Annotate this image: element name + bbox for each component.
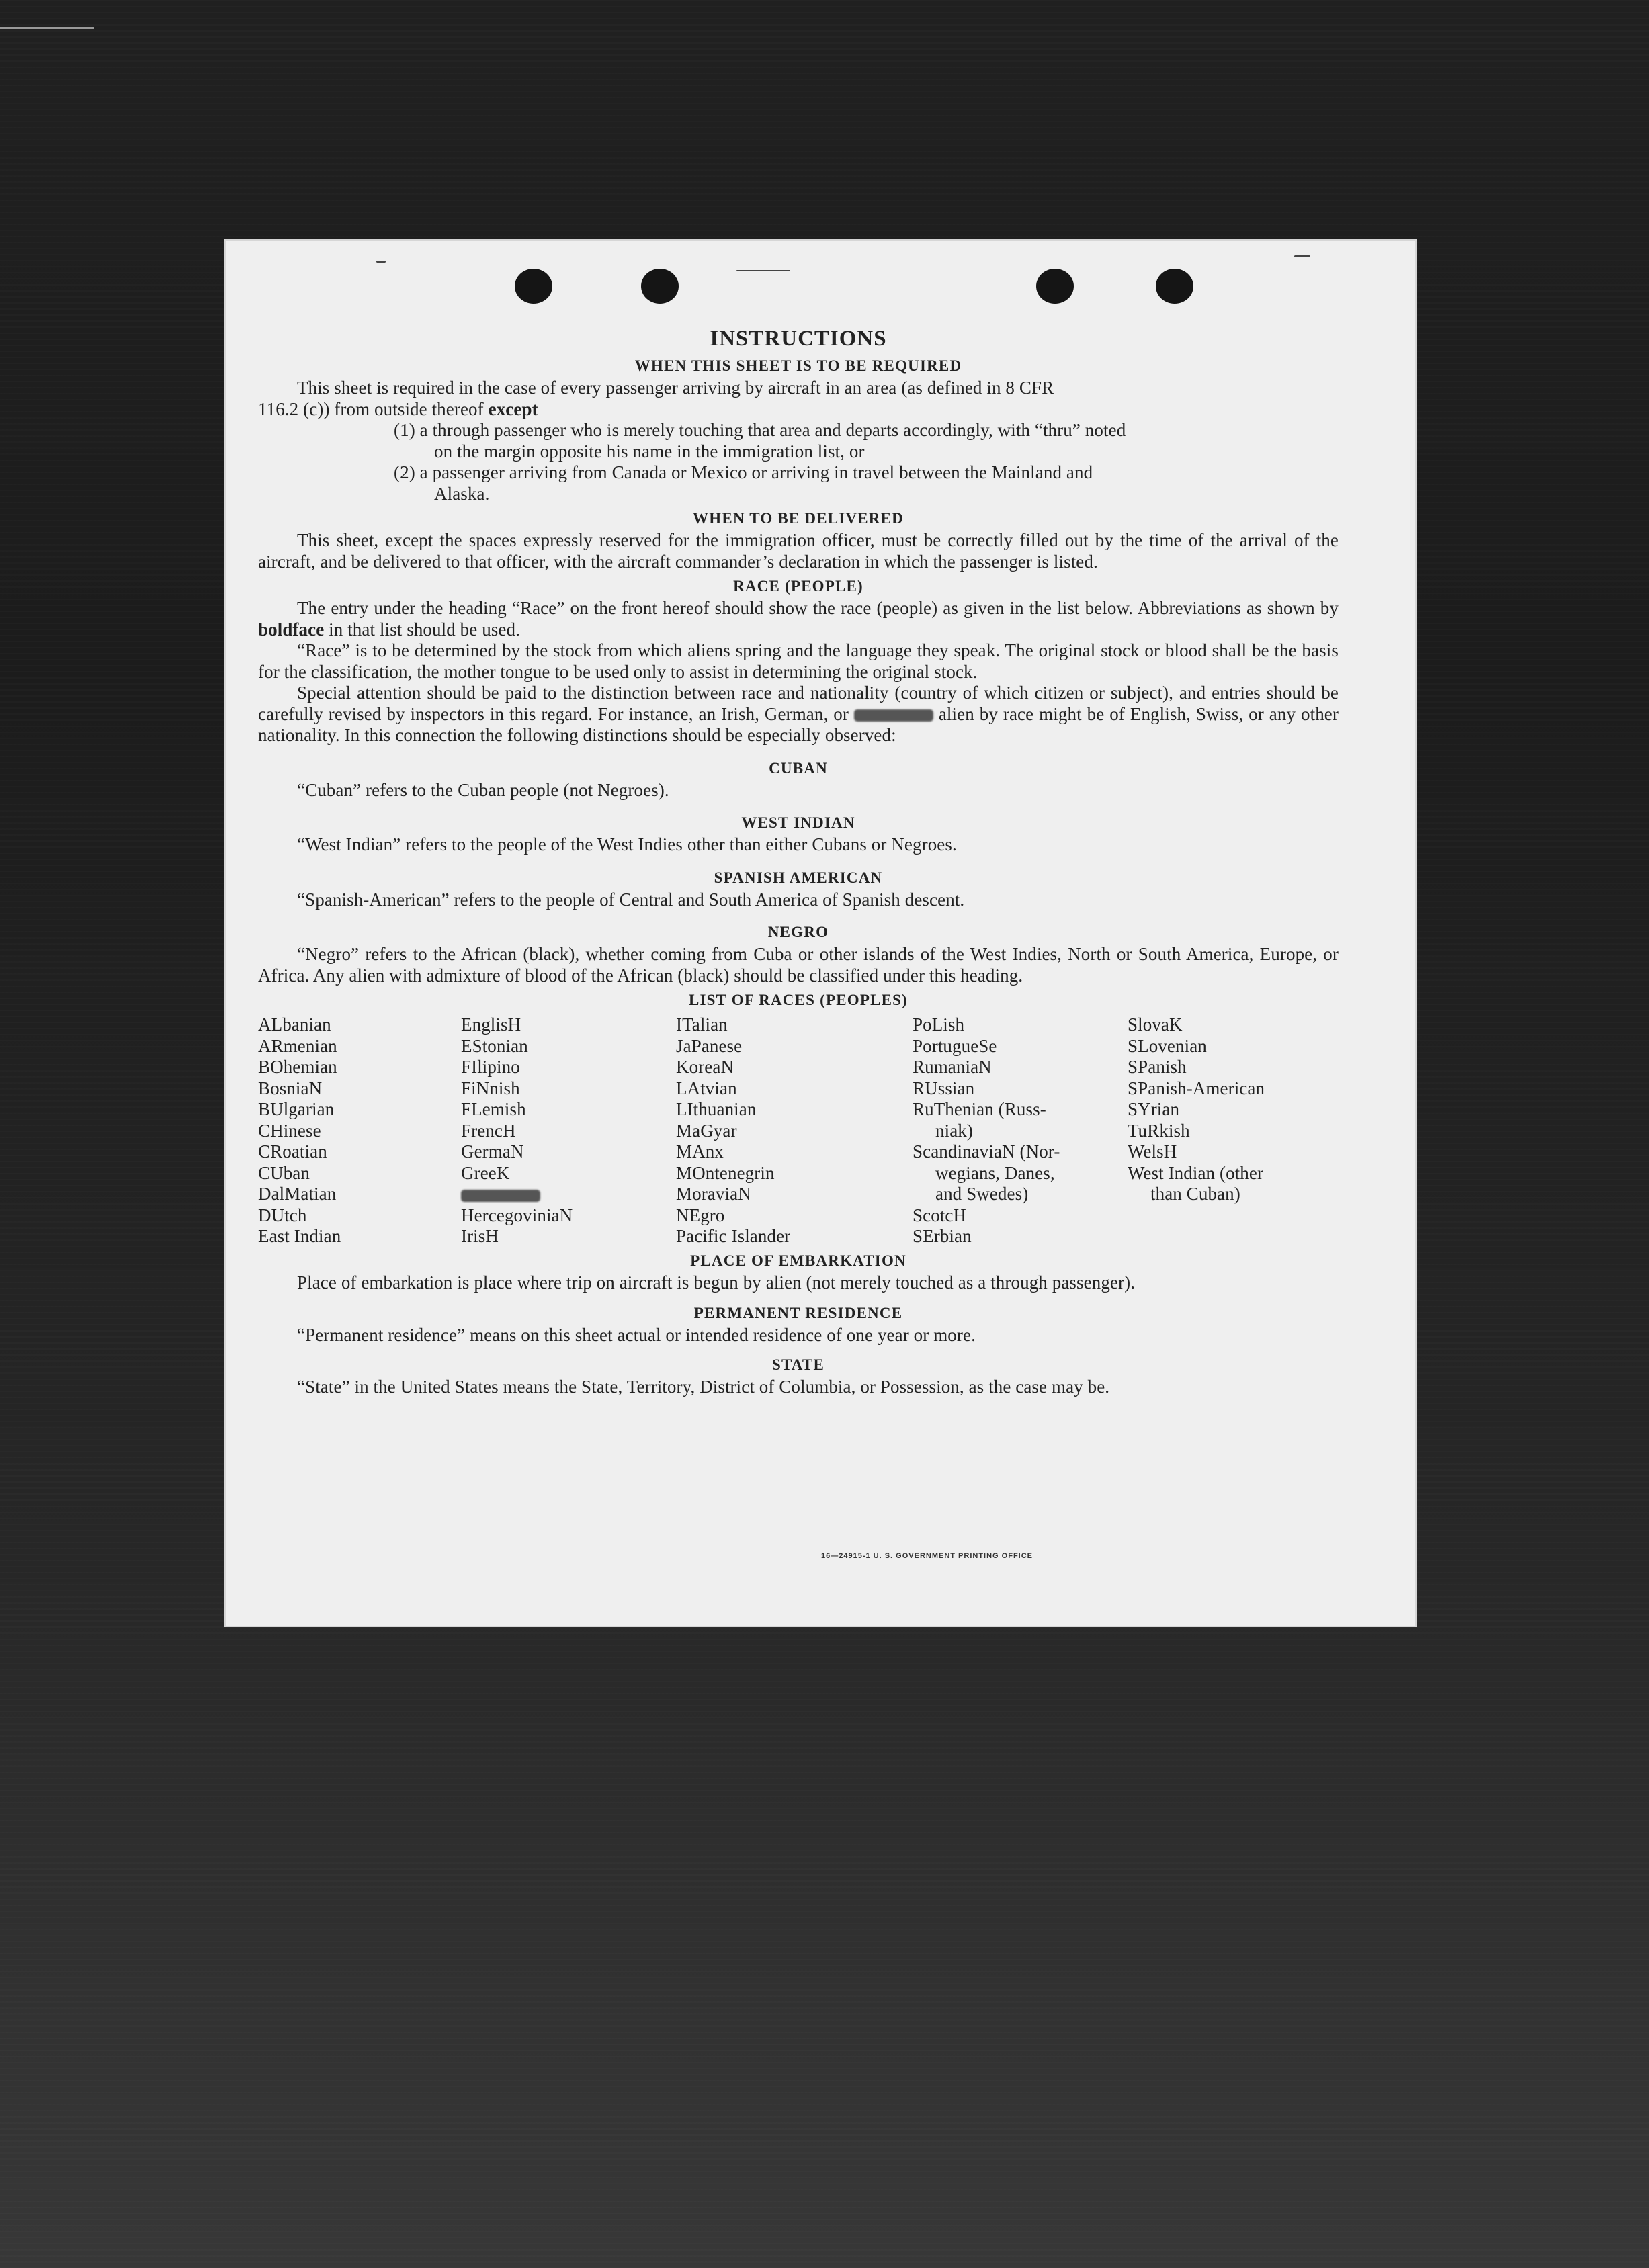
race-entry: BOhemian (258, 1057, 337, 1077)
race-entry: LAtvian (676, 1078, 737, 1098)
race-entry: ScotcH (913, 1205, 967, 1225)
race-entry: ALbanian (258, 1014, 331, 1035)
section-heading: PLACE OF EMBARKATION (690, 1252, 906, 1269)
paragraph: “Race” is to be determined by the stock from which aliens spring and the language they speak. The original stock or blood shall be the basis for the classification, the mother tongue to be used only to assist in determining the original stock. (258, 640, 1339, 682)
section-heading: WHEN TO BE DELIVERED (693, 510, 904, 527)
race-entry: BUlgarian (258, 1099, 335, 1119)
race-entry: CRoatian (258, 1141, 327, 1162)
paragraph: “West Indian” refers to the people of the West Indies other than either Cubans or Negroes. (297, 834, 957, 855)
race-entry: MAnx (676, 1141, 724, 1162)
race-entry: EStonian (461, 1035, 528, 1056)
race-entry: FLemish (461, 1099, 526, 1119)
race-entry: MoraviaN (676, 1184, 751, 1204)
list-item: (2) a passenger arriving from Canada or Mexico or arriving in travel between the Mainland and Alaska. (394, 462, 1093, 504)
section-heading: CUBAN (769, 759, 828, 777)
race-entry: SPanish-American (1128, 1078, 1265, 1098)
race-entry: MaGyar (676, 1120, 737, 1141)
race-column (676, 1014, 790, 1248)
paragraph: This sheet, except the spaces expressly reserved for the immigration officer, must be correctly filled out by the time of the arrival of the aircraft, and be delivered to that officer, with the aircraft commander’s declaration in which the passenger is listed. (258, 530, 1339, 572)
race-entry: SLovenian (1128, 1035, 1207, 1056)
race-entry (461, 1184, 573, 1205)
race-entry: and Swedes) (935, 1184, 1029, 1204)
race-entry: RumaniaN (913, 1057, 992, 1077)
race-entry: JaPanese (676, 1035, 743, 1056)
race-entry: SYrian (1128, 1099, 1180, 1119)
race-entry: WelsH (1128, 1141, 1177, 1162)
section-heading: WHEN THIS SHEET IS TO BE REQUIRED (634, 357, 962, 374)
film-edge-mark (0, 27, 94, 29)
race-column (258, 1014, 341, 1248)
race-entry: ITalian (676, 1014, 728, 1035)
paragraph: “Negro” refers to the African (black), whether coming from Cuba or other islands of the West Indies, North or South America, Europe, or Africa. Any alien with admixture of blood of the African (black) should be classified under this heading. (258, 944, 1339, 986)
race-entry: FiNnish (461, 1078, 520, 1098)
printer-imprint: 16—24915-1 U. S. GOVERNMENT PRINTING OFFICE (821, 1552, 1033, 1560)
race-entry: West Indian (other (1128, 1162, 1264, 1183)
race-list (258, 1014, 1339, 1247)
race-entry: GermaN (461, 1141, 524, 1162)
document-page (226, 241, 1415, 1626)
race-entry: RUssian (913, 1078, 975, 1098)
paragraph: The entry under the heading “Race” on the front hereof should show the race (people) as given in the list below. Abbreviations as shown by boldface in that list should be used. (258, 598, 1339, 640)
race-entry: RuThenian (Russ- (913, 1099, 1046, 1119)
race-entry: GreeK (461, 1162, 510, 1183)
scan-speck (376, 261, 386, 263)
paragraph: 116.2 (c)) from outside thereof except (258, 398, 538, 419)
redaction-mark (461, 1190, 540, 1202)
race-entry: ARmenian (258, 1035, 337, 1056)
race-entry: Pacific Islander (676, 1226, 791, 1246)
section-heading: SPANISH AMERICAN (714, 869, 883, 886)
paragraph: “Spanish-American” refers to the people of Central and South America of Spanish descent. (297, 889, 965, 910)
race-entry: LIthuanian (676, 1099, 757, 1119)
punch-hole (515, 269, 552, 304)
paragraph: “State” in the United States means the State, Territory, District of Columbia, or Possession, as the case may be. (297, 1377, 1110, 1397)
race-entry: ScandinaviaN (Nor- (913, 1141, 1060, 1162)
race-entry: EnglisH (461, 1014, 521, 1035)
race-entry: NEgro (676, 1205, 725, 1225)
race-entry: TuRkish (1128, 1120, 1190, 1141)
paragraph: Special attention should be paid to the distinction between race and nationality (country of which citizen or subject), and entries should be carefully revised by inspectors in this regard. For instance, an Irish, German, or alien by race might be of English, Swiss, or any other nationality. In this connection the following distinctions should be especially observed: (258, 683, 1339, 745)
race-entry: SErbian (913, 1226, 972, 1246)
scan-speck (736, 270, 790, 271)
scan-speck (1294, 255, 1310, 257)
race-entry: SPanish (1128, 1057, 1187, 1077)
race-entry: CUban (258, 1162, 310, 1183)
race-entry: than Cuban) (1150, 1184, 1240, 1204)
race-entry: DUtch (258, 1205, 307, 1225)
section-heading: WEST INDIAN (741, 814, 855, 831)
paragraph: “Permanent residence” means on this sheet actual or intended residence of one year or more. (297, 1324, 976, 1345)
race-entry: IrisH (461, 1226, 499, 1246)
race-entry: FrencH (461, 1120, 516, 1141)
punch-hole (1036, 269, 1074, 304)
race-entry: East Indian (258, 1226, 341, 1246)
paragraph: This sheet is required in the case of every passenger arriving by aircraft in an area (as defined in 8 CFR (297, 378, 1054, 398)
page-title: INSTRUCTIONS (710, 326, 887, 351)
race-column (1128, 1014, 1265, 1205)
race-entry: HercegoviniaN (461, 1205, 573, 1225)
race-entry: CHinese (258, 1120, 321, 1141)
race-entry: PortugueSe (913, 1035, 997, 1056)
section-heading: LIST OF RACES (PEOPLES) (688, 992, 908, 1008)
section-heading: RACE (PEOPLE) (733, 578, 863, 595)
race-entry: BosniaN (258, 1078, 323, 1098)
instructions-body (258, 325, 1339, 1398)
race-column (461, 1014, 573, 1248)
race-entry: FIlipino (461, 1057, 520, 1077)
redaction-mark (854, 709, 933, 722)
race-entry: PoLish (913, 1014, 965, 1035)
race-entry: SlovaK (1128, 1014, 1183, 1035)
section-heading: NEGRO (767, 924, 829, 941)
race-entry: wegians, Danes, (935, 1162, 1055, 1183)
paragraph: “Cuban” refers to the Cuban people (not Negroes). (297, 779, 669, 800)
section-heading: PERMANENT RESIDENCE (693, 1304, 903, 1321)
section-heading: STATE (771, 1356, 824, 1373)
punch-hole (641, 269, 679, 304)
punch-hole (1156, 269, 1193, 304)
race-entry: niak) (935, 1120, 973, 1141)
race-entry: DalMatian (258, 1184, 337, 1204)
race-entry: MOntenegrin (676, 1162, 775, 1183)
list-item: (1) a through passenger who is merely touching that area and departs accordingly, with “thru” noted on the margin opposite his name in the immigration list, or (394, 420, 1126, 462)
race-entry: KoreaN (676, 1057, 734, 1077)
race-column (913, 1014, 1060, 1248)
paragraph: Place of embarkation is place where trip on aircraft is begun by alien (not merely touched as a through passenger). (297, 1272, 1136, 1293)
